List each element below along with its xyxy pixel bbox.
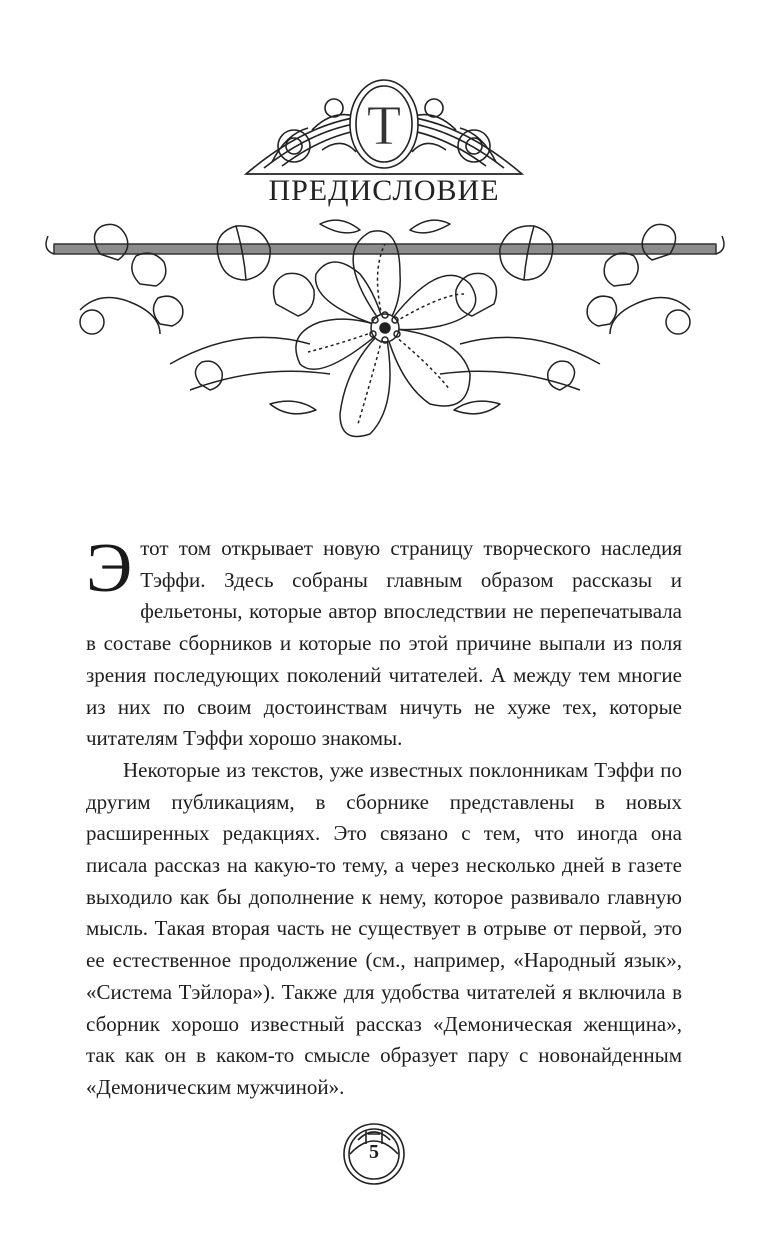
paragraph-2: Некоторые из текстов, уже известных поклонникам Тэффи по другим публикациям, в сборнике представлены в новых расширенных редакциях. Это связано с тем, что иногда она писала рассказ на какую-то тему, а через несколько дней в газете выходило как бы дополнение к нему, которое развивало главную мысль. Такая вторая часть не существует в отрыве от первой, это ее естественное продолжение (см., например, «Народный язык», «Система Тэйлора»). Также для удобства читателей я включила в сборник хорошо известный рассказ «Демоническая женщина», так как он в каком-то смысле образует пару с новонайденным «Демоническим мужчиной».: [86, 757, 682, 1099]
drop-cap: Э: [86, 530, 133, 607]
paragraph-1-text: тот том открывает новую страницу творческого наследия Тэффи. Здесь собраны главным образом рассказы и фельетоны, которые автор впоследствии не перепечатывала в составе сборников и которые по этой причине выпали из поля зрения последующих поколений читателей. А между тем многие из них по своим достоинствам ничуть не хуже тех, которые читателям Тэффи хорошо знакомы.: [86, 536, 682, 751]
preface-text: [86, 530, 682, 1104]
page-number: 5: [369, 1141, 379, 1163]
paragraph-1: [86, 530, 682, 755]
monogram-letter: Т: [366, 95, 402, 157]
page-title: ПРЕДИСЛОВИЕ: [268, 174, 500, 207]
monogram-arch-ornament: [242, 70, 526, 180]
floral-ornament: [40, 214, 730, 446]
